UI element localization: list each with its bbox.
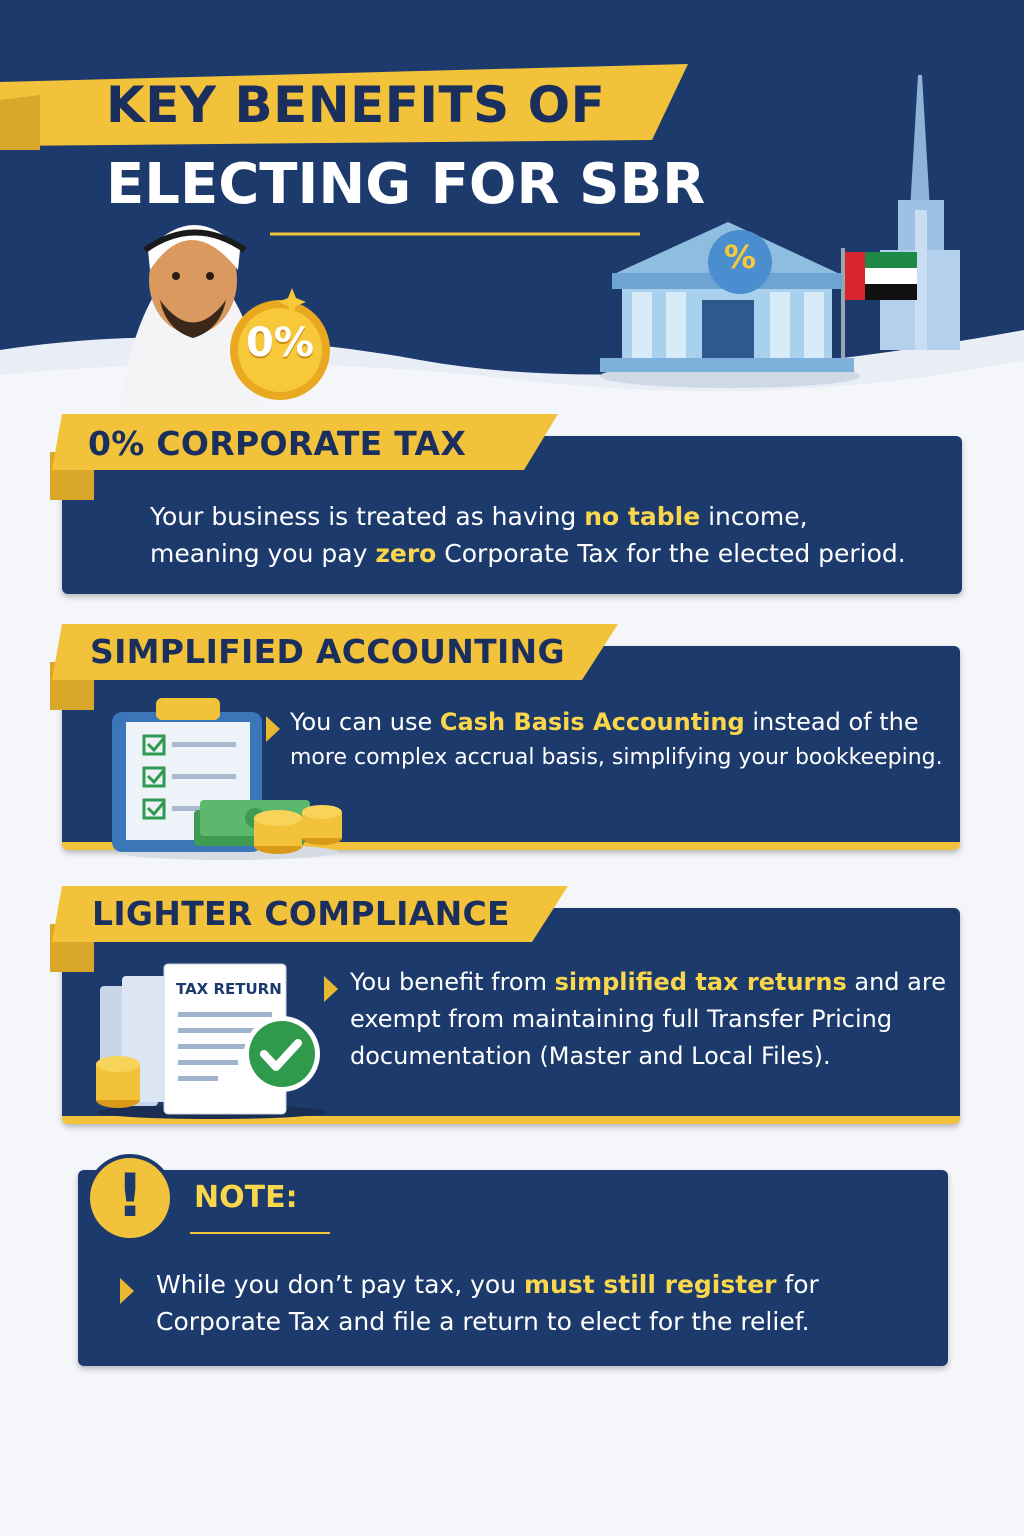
- section-heading-simplified-accounting: SIMPLIFIED ACCOUNTING: [90, 632, 565, 671]
- text-segment: meaning you pay: [150, 539, 376, 568]
- section-text-lighter-compliance: [350, 964, 946, 1075]
- note-divider: [190, 1230, 330, 1236]
- bullet-arrow-icon: [324, 976, 338, 1002]
- text-line: exempt from maintaining full Transfer Pricing: [350, 1005, 893, 1033]
- highlight-text: simplified tax returns: [554, 968, 847, 996]
- highlight-text: no table: [584, 502, 701, 531]
- text-segment: You can use: [290, 708, 440, 736]
- note-text: [156, 1266, 819, 1340]
- section-text-corporate-tax: [150, 498, 906, 572]
- text-segment: You benefit from: [350, 968, 555, 996]
- bank-badge: %: [723, 238, 757, 276]
- text-segment: and are: [846, 968, 946, 996]
- coin-badge: 0%: [246, 320, 314, 366]
- text-segment: income,: [700, 502, 808, 531]
- text-segment: While you don’t pay tax, you: [156, 1270, 524, 1299]
- highlight-text: Cash Basis Accounting: [439, 708, 745, 736]
- section-heading-corporate-tax: 0% CORPORATE TAX: [88, 424, 467, 463]
- text-segment: Your business is treated as having: [150, 502, 585, 531]
- text-line: Corporate Tax and file a return to elect for the relief.: [156, 1307, 810, 1336]
- highlight-text: must still register: [524, 1270, 777, 1299]
- bullet-arrow-icon: [120, 1278, 134, 1304]
- text-segment: for: [776, 1270, 819, 1299]
- text-segment: instead of the: [744, 708, 919, 736]
- bullet-arrow-icon: [266, 716, 280, 742]
- warning-exclamation: !: [116, 1161, 144, 1231]
- highlight-text: zero: [375, 539, 437, 568]
- note-heading: NOTE:: [194, 1180, 298, 1215]
- text-line: documentation (Master and Local Files).: [350, 1042, 831, 1070]
- page-title-line1: KEY BENEFITS OF: [106, 76, 606, 134]
- page-title-line2: ELECTING FOR SBR: [106, 152, 706, 217]
- tax-return-label: TAX RETURN: [176, 980, 282, 998]
- section-heading-lighter-compliance: LIGHTER COMPLIANCE: [92, 894, 510, 933]
- text-segment: Corporate Tax for the elected period.: [436, 539, 906, 568]
- section-text-simplified-accounting: [290, 704, 943, 776]
- text-line: more complex accrual basis, simplifying your bookkeeping.: [290, 745, 943, 770]
